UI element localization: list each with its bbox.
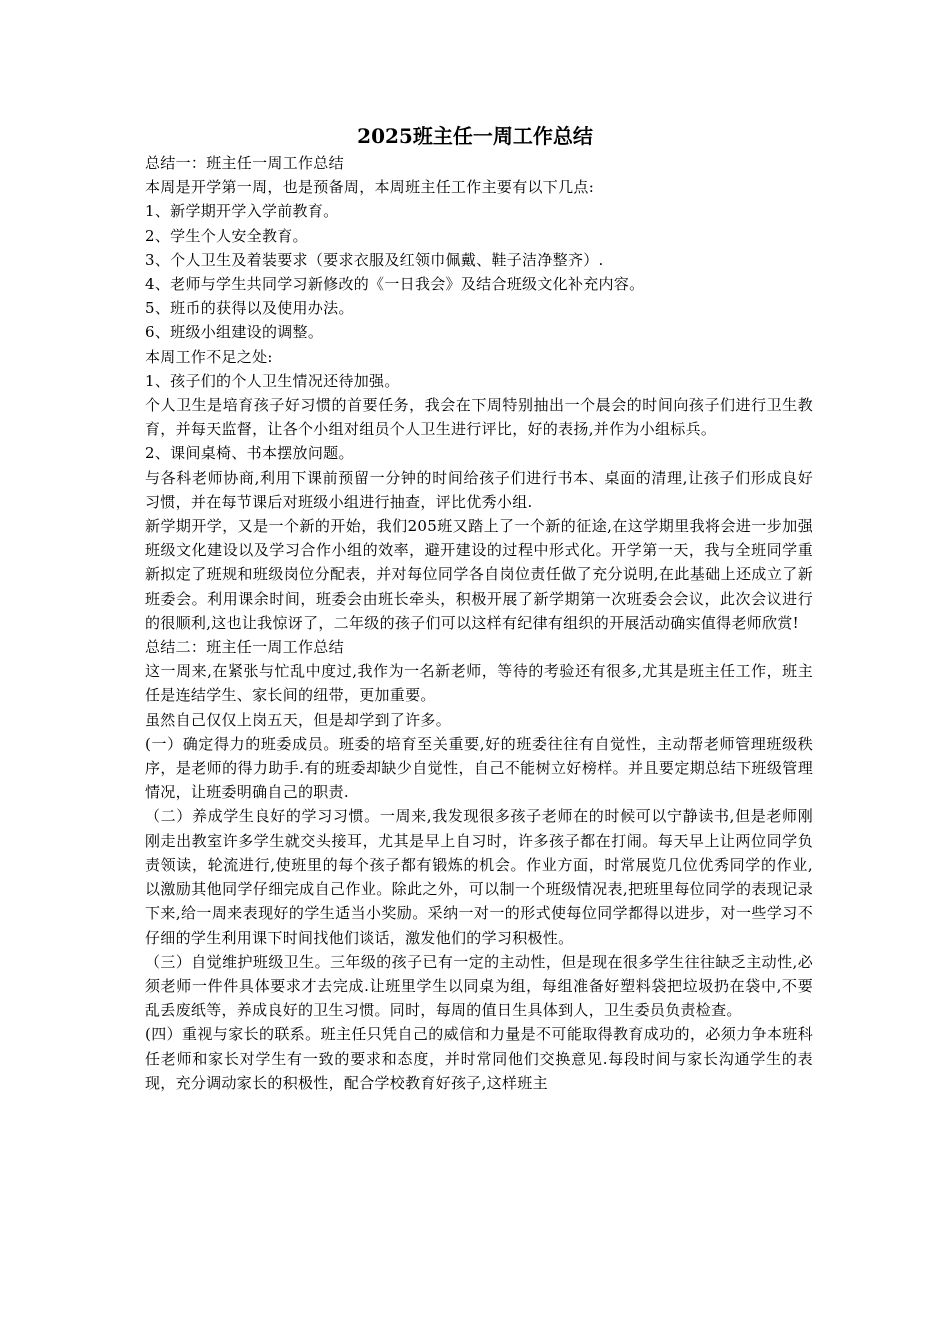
paragraph: 2、学生个人安全教育。 (145, 226, 308, 245)
paragraph: 本周工作不足之处: (145, 347, 273, 366)
paragraph: （三）自觉维护班级卫生。三年级的孩子已有一定的主动性，但是现在很多学生往往缺乏主动性,必须老师一件件具体要求才去完成.让班里学生以同桌为组，每组准备好塑料袋把垃圾扔在袋中,不要乱丢废纸等，养成良好的卫生习惯。同时，每周的值日生具体到人，卫生委员负责检查。 (145, 952, 813, 1020)
paragraph: 与各科老师协商,利用下课前预留一分钟的时间给孩子们进行书本、桌面的清理,让孩子们形成良好习惯，并在每节课后对班级小组进行抽查，评比优秀小组. (145, 468, 813, 511)
paragraph: 6、班级小组建设的调整。 (145, 323, 324, 342)
paragraph: 2、课间桌椅、书本摆放问题。 (145, 444, 354, 463)
paragraph: 新学期开学，又是一个新的开始，我们205班又踏上了一个新的征途,在这学期里我将会进一步加强班级文化建设以及学习合作小组的效率，避开建设的过程中形式化。开学第一天，我与全班同学重新拟定了班规和班级岗位分配表，并对每位同学各自岗位责任做了充分说明,在此基础上还成立了新班委会。利用课余时间，班委会由班长牵头，积极开展了新学期第一次班委会会议，此次会议进行的很顺利,这也让我惊讶了，二年级的孩子们可以这样有纪律有组织的开展活动确实值得老师欣赏! (145, 517, 813, 632)
document-body (145, 151, 813, 1095)
paragraph: (四）重视与家长的联系。班主任只凭自己的威信和力量是不可能取得教育成功的，必须力争本班科任老师和家长对学生有一致的要求和态度，并时常同他们交换意见.每段时间与家长沟通学生的表现，充分调动家长的积极性，配合学校教育好孩子,这样班主 (145, 1025, 813, 1092)
paragraph: 1、新学期开学入学前教育。 (145, 202, 339, 221)
paragraph: (一）确定得力的班委成员。班委的培育至关重要,好的班委往往有自觉性，主动帮老师管理班级秩序，是老师的得力助手.有的班委却缺少自觉性，自己不能树立好榜样。并且要定期总结下班级管理情况，让班委明确自己的职责. (145, 734, 813, 802)
paragraph: 1、孩子们的个人卫生情况还待加强。 (145, 371, 400, 390)
paragraph: 这一周来,在紧张与忙乱中度过,我作为一名新老师，等待的考验还有很多,尤其是班主任工作，班主任是连结学生、家长间的纽带，更加重要。 (145, 662, 813, 705)
paragraph: 虽然自己仅仅上岗五天，但是却学到了许多。 (145, 710, 452, 729)
paragraph: （二）养成学生良好的学习习惯。一周来,我发现很多孩子老师在的时候可以宁静读书,但是老师刚刚走出教室许多学生就交头接耳，尤其是早上自习时，许多孩子都在打闹。每天早上让两位同学负责领读，轮流进行,使班里的每个孩子都有锻炼的机会。作业方面，时常展览几位优秀同学的作业,以激励其他同学仔细完成自己作业。除此之外，可以制一个班级情况表,把班里每位同学的表现记录下来,给一周来表现好的学生适当小奖励。采纳一对一的形式使每位同学都得以进步，对一些学习不仔细的学生利用课下时间找他们谈话，激发他们的学习积极性。 (145, 807, 813, 947)
paragraph: 3、个人卫生及着装要求（要求衣服及红领巾佩戴、鞋子洁净整齐）. (145, 250, 604, 269)
paragraph: 本周是开学第一周，也是预备周，本周班主任工作主要有以下几点: (145, 178, 595, 197)
paragraph: 个人卫生是培育孩子好习惯的首要任务，我会在下周特别抽出一个晨会的时间向孩子们进行卫生教育，并每天监督，让各个小组对组员个人卫生进行评比，好的表扬,并作为小组标兵。 (145, 396, 813, 439)
paragraph: 总结二：班主任一周工作总结 (145, 638, 344, 657)
paragraph: 总结一：班主任一周工作总结 (145, 154, 344, 172)
paragraph: 5、班币的获得以及使用办法。 (145, 299, 354, 318)
paragraph: 4、老师与学生共同学习新修改的《一日我会》及结合班级文化补充内容。 (145, 275, 645, 294)
document-title: 2025班主任一周工作总结 (357, 124, 593, 148)
